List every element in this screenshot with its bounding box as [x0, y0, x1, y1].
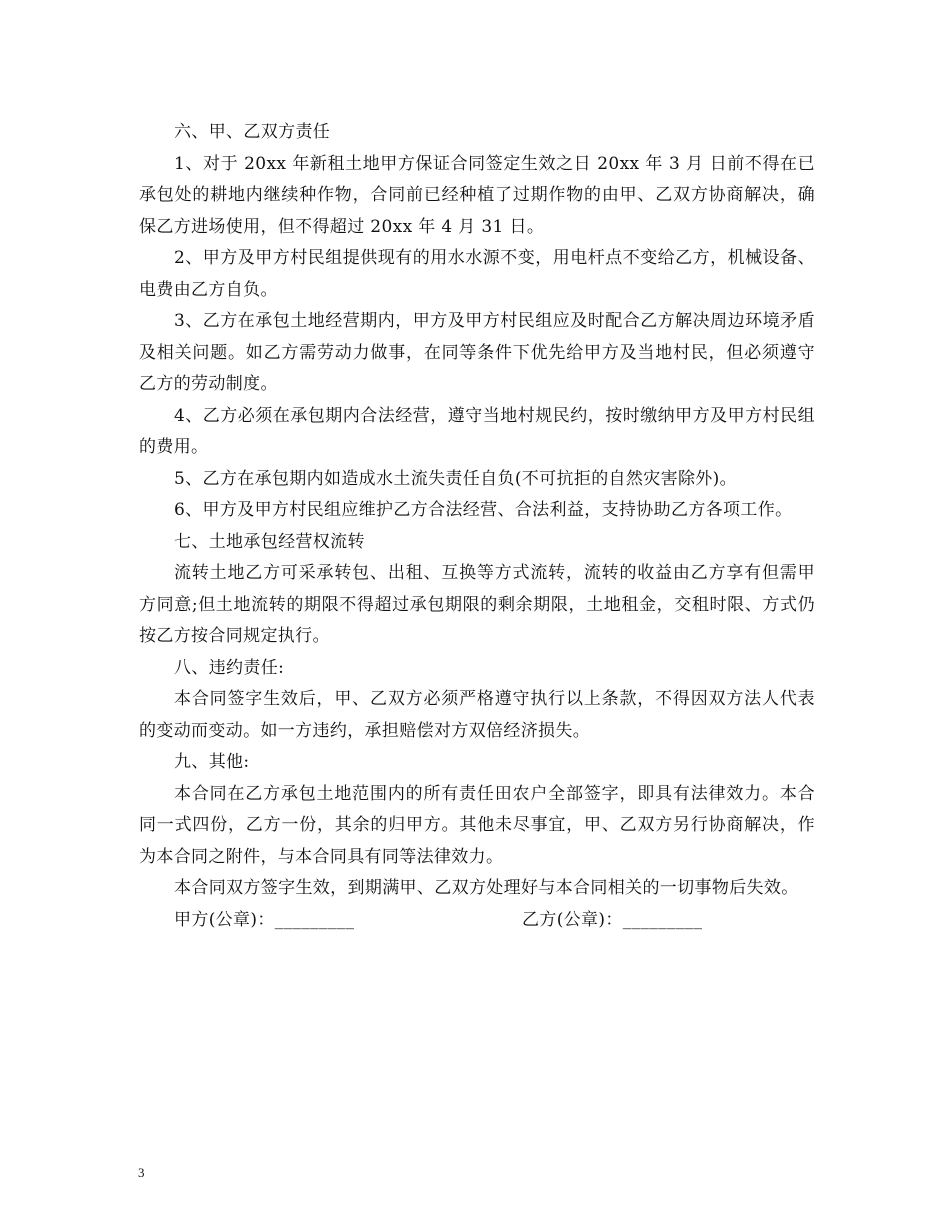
- document-body: [139, 117, 815, 937]
- party-a-signature: 甲方(公章)：_________: [174, 909, 355, 930]
- clause-3: 3、乙方在承包土地经营期内，甲方及甲方村民组应及时配合乙方解决周边环境矛盾及相关问题。如乙方需劳动力做事，在同等条件下优先给甲方及当地村民，但必须遵守乙方的劳动制度。: [139, 311, 815, 394]
- section-heading-transfer: 七、土地承包经营权流转: [174, 531, 365, 552]
- section-heading-other: 九、其他:: [174, 752, 250, 772]
- clause-2: 2、甲方及甲方村民组提供现有的用水水源不变，用电杆点不变给乙方，机械设备、电费由乙方自负。: [139, 248, 815, 300]
- section-heading-responsibilities: 六、甲、乙双方责任: [174, 122, 331, 142]
- effective-paragraph: 本合同双方签字生效，到期满甲、乙双方处理好与本合同相关的一切事物后失效。: [174, 878, 799, 898]
- clause-5: 5、乙方在承包期内如造成水土流失责任自负(不可抗拒的自然灾害除外)。: [174, 468, 737, 489]
- signature-row: [139, 905, 815, 937]
- clause-6: 6、甲方及甲方村民组应维护乙方合法经营、合法利益，支持协助乙方各项工作。: [174, 500, 793, 520]
- section-heading-breach: 八、违约责任:: [174, 657, 285, 678]
- clause-1: 1、对于 20xx 年新租土地甲方保证合同签定生效之日 20xx 年 3 月 日前不得在已承包处的耕地内继续种作物，合同前已经种植了过期作物的由甲、乙双方协商解决，确保乙方进场使用，但不得超过 20xx 年 4 月 31 日。: [139, 153, 815, 237]
- clause-4: 4、乙方必须在承包期内合法经营，遵守当地村规民约，按时缴纳甲方及甲方村民组的费用。: [139, 405, 815, 457]
- page-number: 3: [138, 1165, 145, 1180]
- other-paragraph: 本合同在乙方承包土地范围内的所有责任田农户全部签字，即具有法律效力。本合同一式四份，乙方一份，其余的归甲方。其他未尽事宜，甲、乙双方另行协商解决，作为本合同之附件，与本合同具有同等法律效力。: [139, 783, 815, 867]
- party-b-signature: 乙方(公章)：_________: [522, 909, 703, 930]
- transfer-paragraph: 流转土地乙方可采承转包、出租、互换等方式流转，流转的收益由乙方享有但需甲方同意;但土地流转的期限不得超过承包期限的剩余期限，土地租金，交租时限、方式仍按乙方按合同规定执行。: [139, 563, 815, 646]
- breach-paragraph: 本合同签字生效后，甲、乙双方必须严格遵守执行以上条款，不得因双方法人代表的变动而变动。如一方违约，承担赔偿对方双倍经济损失。: [139, 689, 815, 741]
